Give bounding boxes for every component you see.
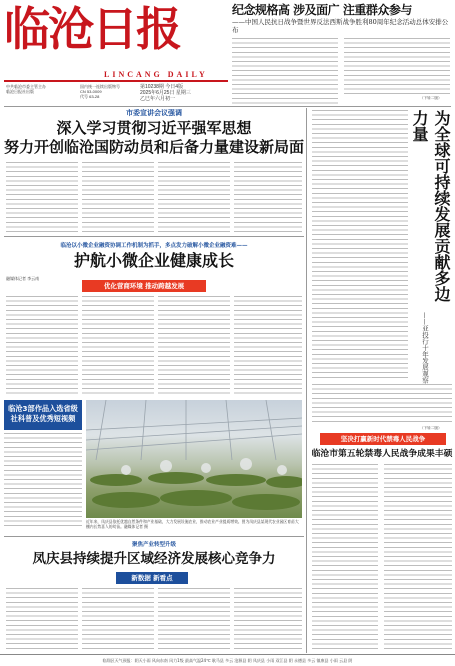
publisher-info [6,84,76,94]
registration-line: 国内统一连续出版物号 [80,84,120,89]
story4-tag: 新数据 新看点 [116,572,188,584]
top-right-story [232,3,452,34]
story1-kicker: 市委宣讲会议强调 [126,108,182,117]
story5-headline: 临沧市第五轮禁毒人民战争成果丰硕 [311,449,453,459]
top-right-subheadline: ——中国人民抗日战争暨世界反法西斯战争胜利80周年纪念活动总体安排公布 [232,18,449,34]
registration-info [80,84,140,99]
publisher-line: 临沧日报社出版 [6,89,34,94]
masthead-rule [4,80,228,82]
sidebar-vertical-sub: ——亚投行十年发展观察 [421,312,429,384]
issue-number: 第10238期 [140,84,164,90]
story5-tag: 坚决打赢新时代禁毒人民战争 [320,433,446,445]
masthead [4,4,230,64]
story3-headline-2: 社科普及优秀短视频 [10,414,76,423]
story4-headline: 凤庆县持续提升区域经济发展核心竞争力 [32,551,276,567]
story3-headline-box [4,400,82,430]
top-right-body-col1 [232,38,338,104]
top-right-body-col2 [344,38,450,94]
registration-line: CN 53-0009 [80,89,102,94]
sidebar-vertical-headline: 为全球可持续发展贡献多边力量 [410,110,451,302]
newspaper-logo: 临沧日报 [4,2,180,56]
story4-body [6,588,302,650]
issue-date: 2025年6月25日 星期三 [140,90,191,96]
story2-tag: 优化营商环境 推动跨越发展 [82,280,206,292]
story3-headline-1: 临沧3部作品入选省级 [8,404,78,413]
weather-footer: 临翔区天气预报：阴天小雨 风向东南 风力1级 最高气温24℃ 耿马县 多云 沧源县 阴 凤庆县 小雨 双江县 阴 永德县 多云 镇康县 小雨 云县 阴 [0,654,455,666]
registration-line: 代号 63-28 [80,94,100,99]
story3-body [4,433,82,526]
story2-headline: 护航小微企业健康成长 [73,251,234,270]
photo-caption: 近年来，凤庆县依托优越自然条件和产业基础，大力发展设施农业，推动农业产业提质增效。图为凤庆县某现代农业园区育苗大棚内长势喜人的幼苗。融媒体记者 摄 [86,519,299,529]
story1-headline-2: 努力开创临沧国防动员和后备力量建设新局面 [4,138,305,156]
lunar-date: 乙巳年六月初一 [140,96,176,102]
story2-body [6,296,302,396]
publisher-line: 中共临沧市委主管主办 [6,84,46,89]
section-divider [4,106,451,107]
continued-note: （下转二版） [420,96,442,100]
story2-kicker: 临沧以小微企业融资协调工作机制为抓手，多点发力破解小微企业融资难—— [60,243,248,249]
section-divider [4,236,304,237]
story2-byline: 融媒体记者 李云南 [6,276,40,281]
section-divider [4,536,304,537]
top-right-headline: 纪念规格高 涉及面广 注重群众参与 [232,3,412,17]
story1-body [6,162,302,232]
story5-body [312,464,452,650]
sidebar-body-upper [312,110,408,380]
greenhouse-photo-image [86,400,302,518]
sidebar-body-lower [312,384,452,424]
story4-kicker: 聚焦产业转型升级 [131,542,176,548]
column-divider [306,108,307,653]
story1-headline-1: 深入学习贯彻习近平强军思想 [56,119,252,137]
greenhouse-photo [86,400,302,518]
issue-info [140,84,230,102]
page-count: 今日4版 [165,84,184,90]
latin-title: LINCANG DAILY [104,70,208,79]
sidebar-continued: （下转二版） [420,426,442,430]
